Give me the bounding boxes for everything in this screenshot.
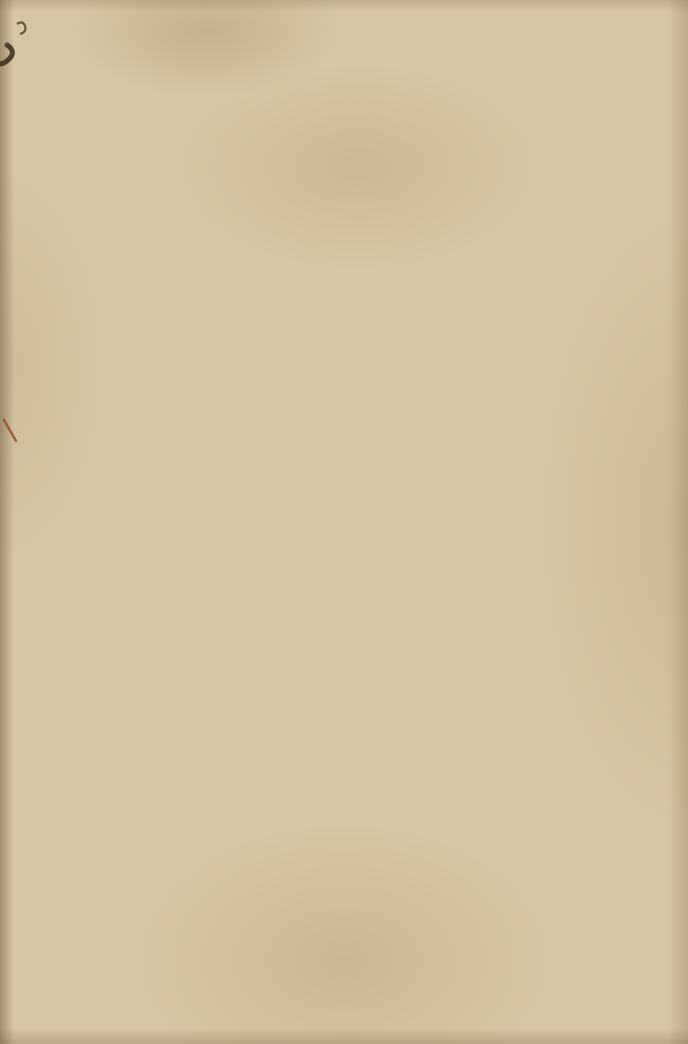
margin-curl-mark: [0, 45, 12, 64]
section-heading: [60, 147, 648, 149]
ink-speck-mark: [17, 22, 25, 34]
fiber-mark: [4, 420, 16, 441]
